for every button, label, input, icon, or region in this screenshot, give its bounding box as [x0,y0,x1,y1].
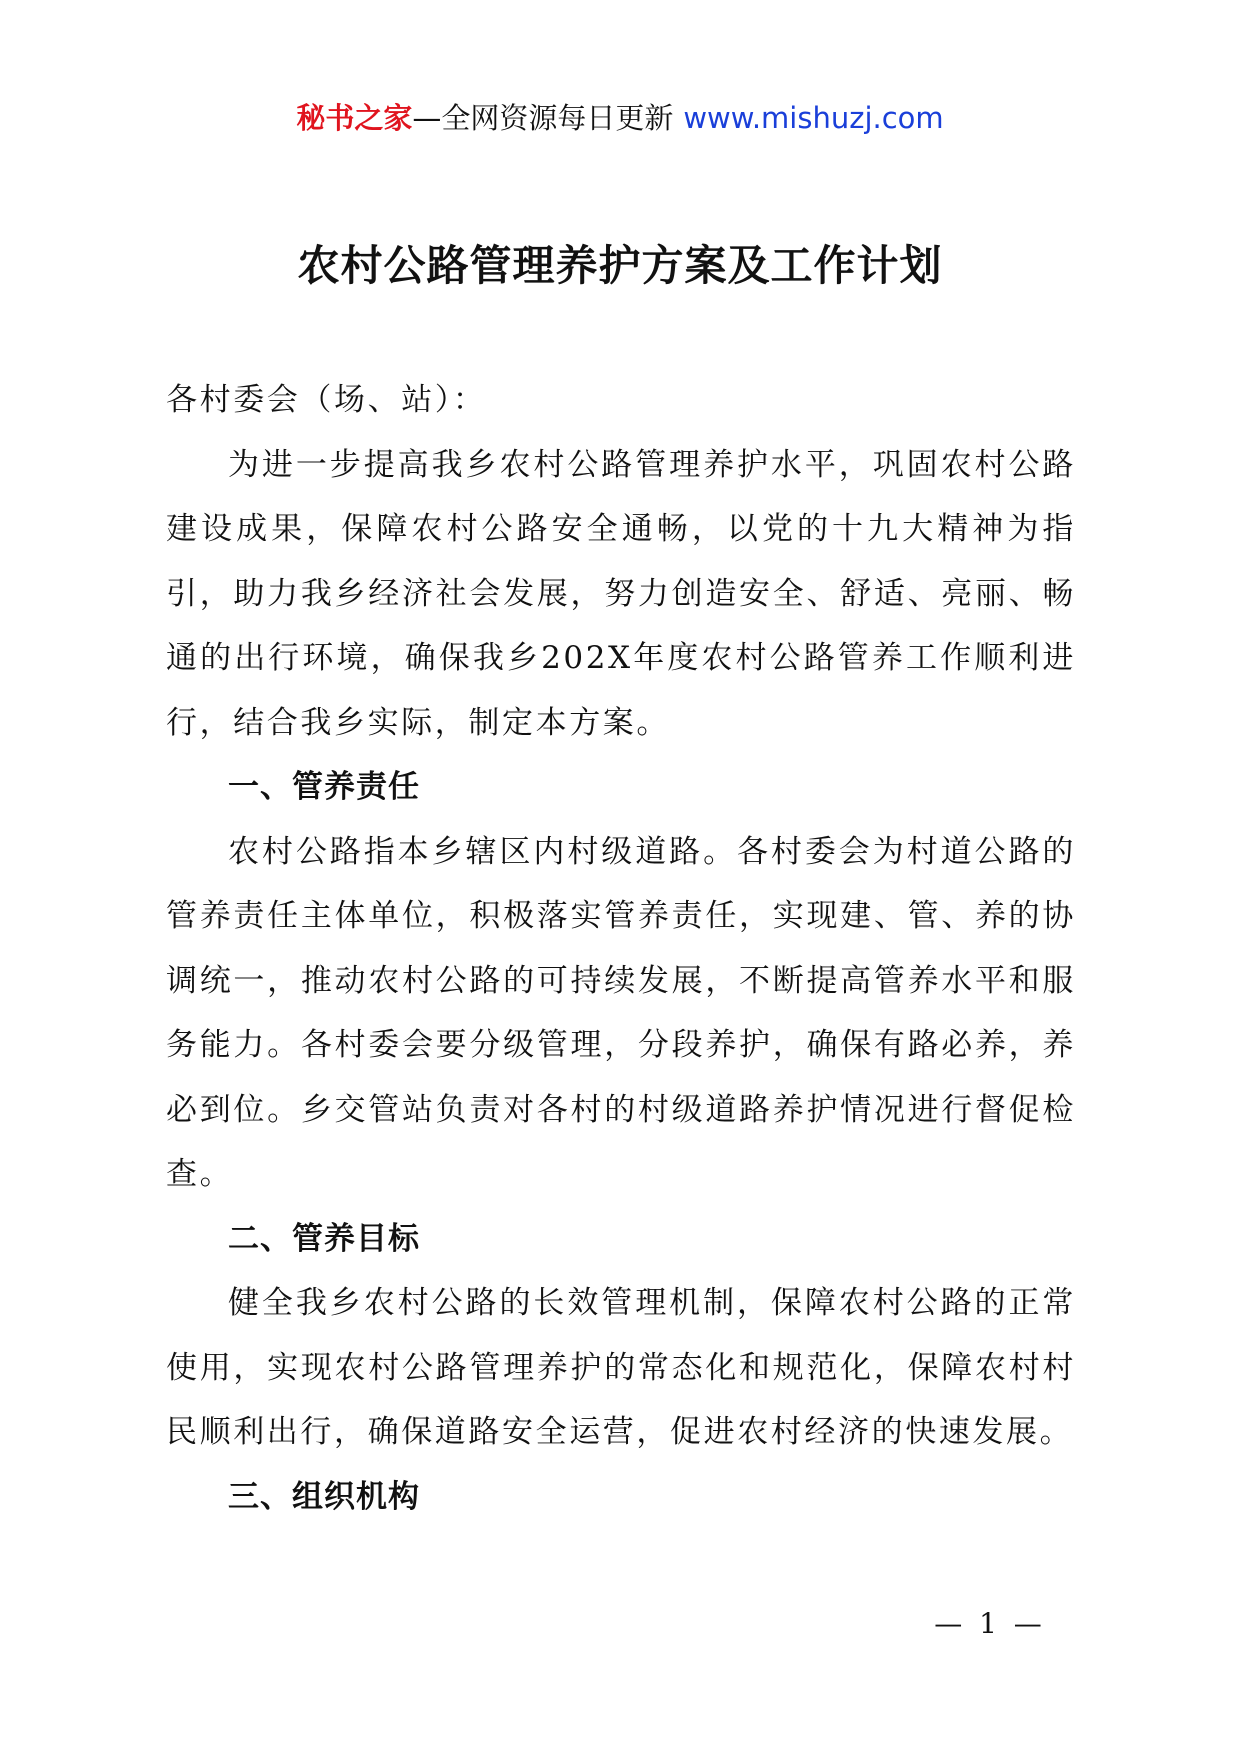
section-paragraph: 农村公路指本乡辖区内村级道路。各村委会为村道公路的管养责任主体单位，积极落实管养责任，实现建、管、养的协调统一，推动农村公路的可持续发展，不断提高管养水平和服务能力。各村委会要分级管理，分段养护，确保有路必养，养必到位。乡交管站负责对各村的村级道路养护情况进行督促检查。 [166,833,1076,1192]
site-header [0,98,1240,138]
document-title: 农村公路管理养护方案及工作计划 [297,241,943,290]
section-paragraph: 健全我乡农村公路的长效管理机制，保障农村公路的正常使用，实现农村公路管理养护的常态化和规范化，保障农村村民顺利出行，确保道路安全运营，促进农村经济的快速发展。 [166,1285,1076,1450]
site-tagline: —全网资源每日更新 [412,101,674,135]
salutation: 各村委会（场、站）： [166,382,487,418]
section-heading: 一、管养责任 [228,769,420,805]
intro-paragraph: 为进一步提高我乡农村公路管理养护水平，巩固农村公路建设成果，保障农村公路安全通畅，以党的十九大精神为指引，助力我乡经济社会发展，努力创造安全、舒适、亮丽、畅通的出行环境，确保我乡202X年度农村公路管养工作顺利进行，结合我乡实际，制定本方案。 [166,446,1076,741]
section-heading: 二、管养目标 [228,1220,420,1257]
page-number: — 1 — [934,1607,1046,1640]
section-heading: 三、组织机构 [228,1478,420,1515]
document-body [166,368,1076,1529]
site-name: 秘书之家 [296,101,413,135]
site-url-link[interactable]: www.mishuzj.com [683,101,944,135]
